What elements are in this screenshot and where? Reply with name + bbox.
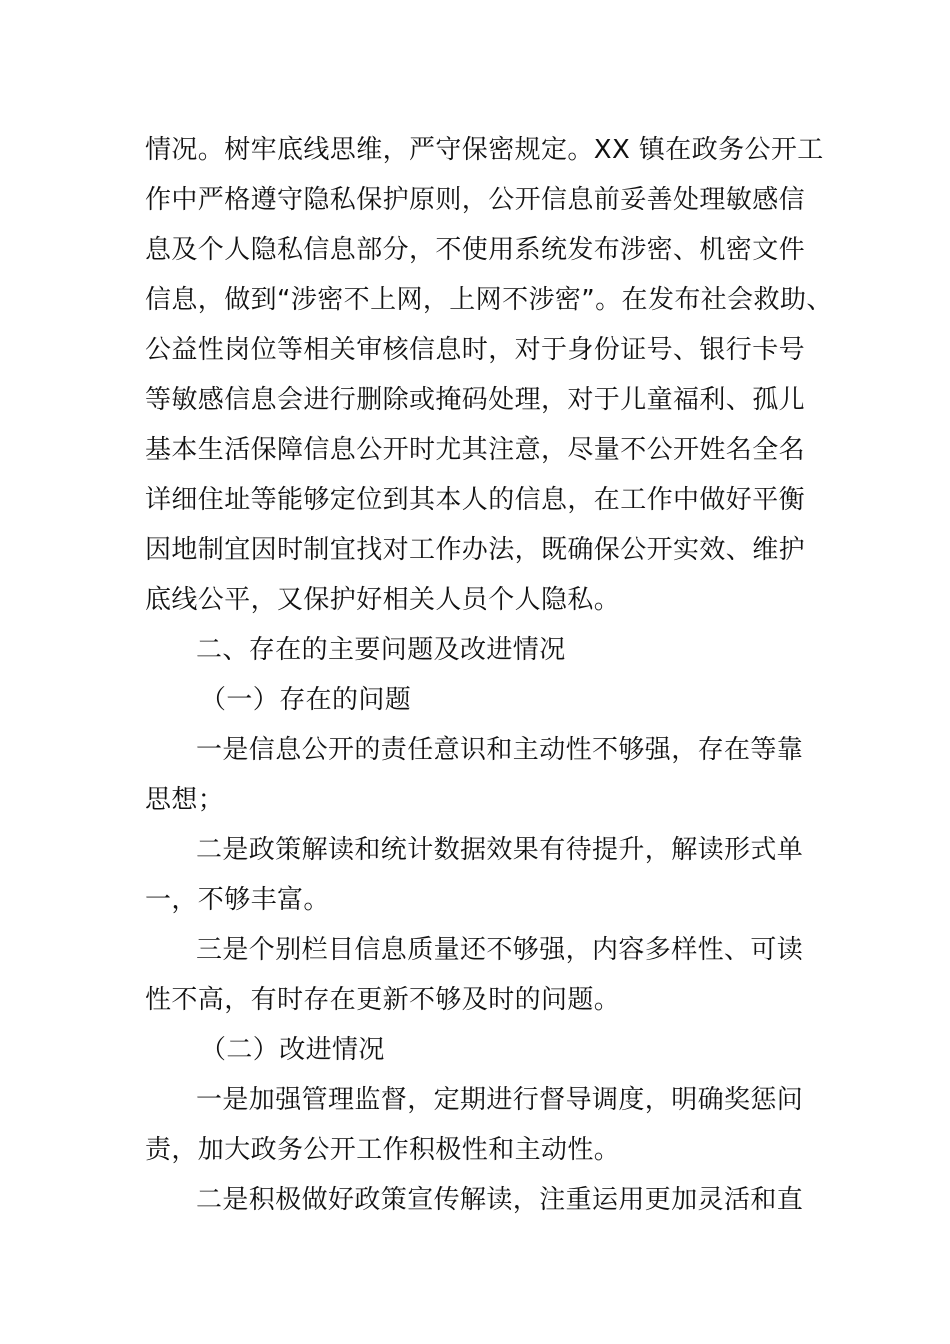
- paragraph-line: 底线公平，又保护好相关人员个人隐私。: [145, 585, 621, 615]
- paragraph-line: 责，加大政务公开工作积极性和主动性。: [145, 1135, 621, 1165]
- paragraph-line: 息及个人隐私信息部分，不使用系统发布涉密、机密文件: [145, 235, 806, 265]
- section-heading: 二、存在的主要问题及改进情况: [196, 635, 566, 665]
- paragraph-line: 情况。树牢底线思维，严守保密规定。XX 镇在政务公开工: [145, 135, 824, 165]
- paragraph-line: 详细住址等能够定位到其本人的信息，在工作中做好平衡: [145, 485, 806, 515]
- paragraph-line: 因地制宜因时制宜找对工作办法，既确保公开实效、维护: [145, 535, 806, 565]
- paragraph-line: 等敏感信息会进行删除或掩码处理，对于儿童福利、孤儿: [145, 385, 806, 415]
- paragraph-line: 思想；: [145, 785, 225, 815]
- paragraph-line: 性不高，有时存在更新不够及时的问题。: [145, 985, 621, 1015]
- paragraph-line: 公益性岗位等相关审核信息时，对于身份证号、银行卡号: [145, 335, 806, 365]
- subsection-heading: （二）改进情况: [200, 1035, 385, 1065]
- paragraph-line: 一是加强管理监督，定期进行督导调度，明确奖惩问: [196, 1085, 804, 1115]
- paragraph-line: 二是积极做好政策宣传解读，注重运用更加灵活和直: [196, 1185, 804, 1215]
- paragraph-line: 基本生活保障信息公开时尤其注意，尽量不公开姓名全名: [145, 435, 806, 465]
- paragraph-line: 二是政策解读和统计数据效果有待提升，解读形式单: [196, 835, 804, 865]
- paragraph-line: 作中严格遵守隐私保护原则，公开信息前妥善处理敏感信: [145, 185, 806, 215]
- paragraph-line: 一，不够丰富。: [145, 885, 330, 915]
- paragraph-line: 三是个别栏目信息质量还不够强，内容多样性、可读: [196, 935, 804, 965]
- paragraph-line: 信息，做到“涉密不上网，上网不涉密”。在发布社会救助、: [145, 285, 833, 315]
- subsection-heading: （一）存在的问题: [200, 685, 412, 715]
- paragraph-line: 一是信息公开的责任意识和主动性不够强，存在等靠: [196, 735, 804, 765]
